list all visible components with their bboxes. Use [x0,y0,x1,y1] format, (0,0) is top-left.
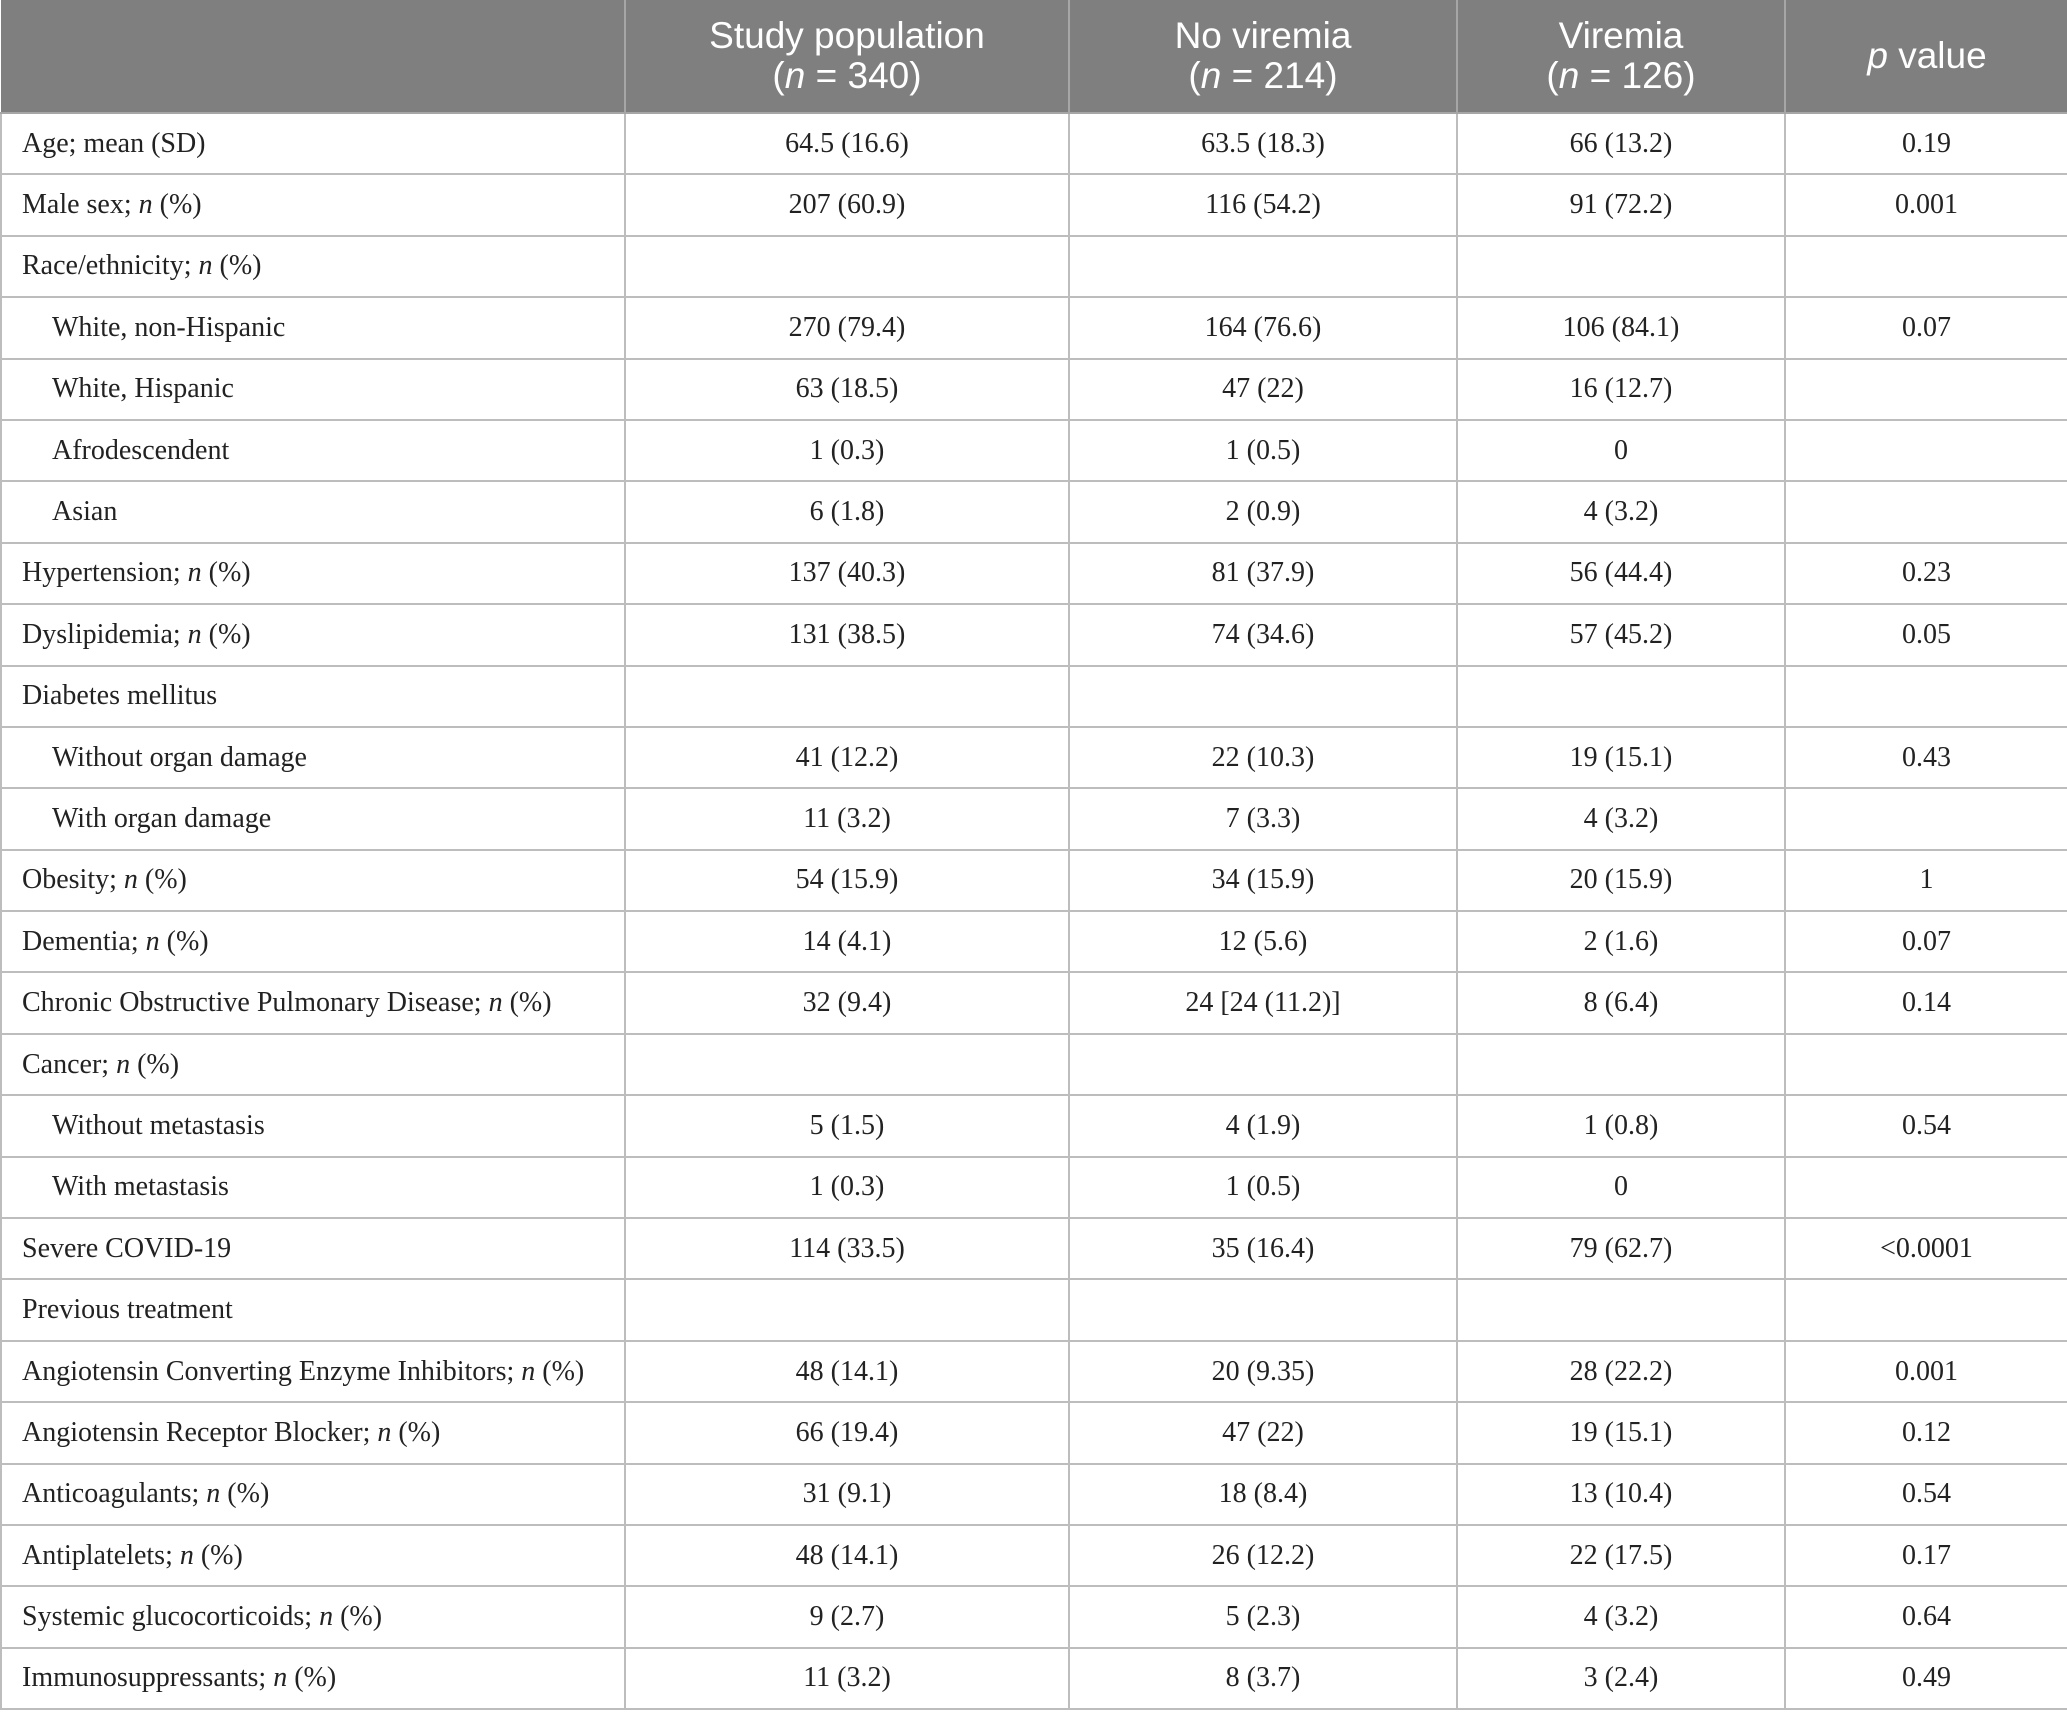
cell-study-population: 48 (14.1) [625,1525,1069,1586]
row-label-text: Angiotensin Receptor Blocker; [22,1416,378,1448]
italic-n: n [377,1416,392,1448]
row-label-suffix: (%) [159,925,209,957]
header-study-population [625,0,1069,113]
table-row [1,359,2067,420]
cell-study-population: 66 (19.4) [625,1402,1069,1463]
cell-study-population: 63 (18.5) [625,359,1069,420]
cell-study-population: 207 (60.9) [625,174,1069,235]
cell-study-population: 6 (1.8) [625,481,1069,542]
italic-n: n [145,925,160,957]
table-row [1,481,2067,542]
cell-no-viremia [1069,666,1457,727]
italic-n: n [198,250,213,282]
table-row [1,543,2067,604]
row-label-text: White, non-Hispanic [52,311,286,343]
cell-p-value: 0.14 [1785,972,2067,1033]
italic-n: n [187,557,202,589]
row-label [1,359,625,420]
cell-viremia: 4 (3.2) [1457,481,1785,542]
row-label-suffix: (%) [152,189,202,221]
cell-no-viremia: 47 (22) [1069,1402,1457,1463]
row-label-suffix: (%) [220,1478,270,1510]
cell-study-population: 131 (38.5) [625,604,1069,665]
row-label-text: Diabetes mellitus [22,680,218,712]
italic-n: n [123,864,138,896]
row-label [1,543,625,604]
cell-p-value: 0.49 [1785,1648,2067,1709]
cell-viremia: 0 [1457,1157,1785,1218]
row-label [1,788,625,849]
cell-study-population: 48 (14.1) [625,1341,1069,1402]
cell-p-value: 0.05 [1785,604,2067,665]
table-row [1,297,2067,358]
cell-study-population: 54 (15.9) [625,850,1069,911]
open-paren: ( [1188,55,1201,96]
cell-no-viremia: 81 (37.9) [1069,543,1457,604]
cell-no-viremia [1069,1279,1457,1340]
cell-p-value: 0.001 [1785,1341,2067,1402]
cell-study-population [625,1279,1069,1340]
cell-no-viremia: 164 (76.6) [1069,297,1457,358]
cell-p-value: 0.54 [1785,1095,2067,1156]
row-label-text: Race/ethnicity; [22,250,199,282]
row-label [1,1402,625,1463]
table-row [1,113,2067,174]
header-p-value [1785,0,2067,113]
row-label [1,1218,625,1279]
cell-p-value: 0.07 [1785,911,2067,972]
cell-study-population: 270 (79.4) [625,297,1069,358]
cell-no-viremia: 8 (3.7) [1069,1648,1457,1709]
cell-no-viremia: 1 (0.5) [1069,1157,1457,1218]
table-row [1,236,2067,297]
table-row [1,1525,2067,1586]
cell-no-viremia: 47 (22) [1069,359,1457,420]
row-label-suffix: (%) [391,1416,441,1448]
row-label-suffix: (%) [137,864,187,896]
row-label-text: Cancer; [22,1048,117,1080]
row-label-text: Anticoagulants; [22,1478,207,1510]
row-label-text: Asian [52,496,118,528]
italic-p: p [1867,35,1888,76]
cell-p-value: 0.43 [1785,727,2067,788]
table-row [1,1157,2067,1218]
cell-p-value: 0.19 [1785,113,2067,174]
cell-p-value: 0.07 [1785,297,2067,358]
cell-viremia: 66 (13.2) [1457,113,1785,174]
italic-n: n [319,1601,334,1633]
row-label-text: Previous treatment [22,1294,233,1326]
row-label-text: Without metastasis [52,1109,265,1141]
cell-p-value [1785,1157,2067,1218]
cell-study-population [625,1034,1069,1095]
cell-viremia: 4 (3.2) [1457,788,1785,849]
cell-no-viremia: 74 (34.6) [1069,604,1457,665]
table-row [1,1279,2067,1340]
row-label-suffix: (%) [535,1355,585,1387]
table-row [1,1464,2067,1525]
row-label [1,972,625,1033]
cell-viremia: 0 [1457,420,1785,481]
row-label [1,1464,625,1525]
italic-n: n [784,55,806,96]
cell-no-viremia: 34 (15.9) [1069,850,1457,911]
cell-p-value [1785,788,2067,849]
row-label-text: Hypertension; [22,557,188,589]
row-label-text: Male sex; [22,189,139,221]
cell-study-population: 31 (9.1) [625,1464,1069,1525]
italic-n: n [273,1662,288,1694]
cell-no-viremia: 26 (12.2) [1069,1525,1457,1586]
cell-no-viremia: 63.5 (18.3) [1069,113,1457,174]
row-label [1,236,625,297]
row-label-suffix: (%) [201,618,251,650]
row-label [1,1034,625,1095]
italic-n: n [206,1478,221,1510]
italic-n: n [521,1355,536,1387]
italic-n: n [179,1539,194,1571]
table-row [1,1095,2067,1156]
cell-viremia: 2 (1.6) [1457,911,1785,972]
cell-viremia: 20 (15.9) [1457,850,1785,911]
row-label-text: Dementia; [22,925,146,957]
header-study-population-title: Study population [709,15,985,56]
row-label-text: Severe COVID-19 [22,1232,232,1264]
row-label-text: With metastasis [52,1171,229,1203]
table-row [1,420,2067,481]
count-text: = 126) [1579,55,1696,96]
cell-p-value: 0.23 [1785,543,2067,604]
header-no-viremia [1069,0,1457,113]
cell-p-value [1785,359,2067,420]
table-row [1,604,2067,665]
row-label [1,481,625,542]
row-label-text: Chronic Obstructive Pulmonary Disease; [22,987,489,1019]
table-header [1,0,2067,113]
row-label [1,1095,625,1156]
cell-study-population: 9 (2.7) [625,1586,1069,1647]
cell-viremia: 13 (10.4) [1457,1464,1785,1525]
open-paren: ( [772,55,785,96]
row-label [1,1648,625,1709]
row-label [1,1279,625,1340]
row-label [1,850,625,911]
row-label-suffix: (%) [193,1539,243,1571]
row-label [1,113,625,174]
cell-study-population [625,666,1069,727]
table-row [1,1034,2067,1095]
row-label-text: Age; mean (SD) [22,127,206,159]
cell-study-population: 41 (12.2) [625,727,1069,788]
cell-study-population: 32 (9.4) [625,972,1069,1033]
row-label-suffix: (%) [212,250,262,282]
table-row [1,972,2067,1033]
cell-p-value [1785,1279,2067,1340]
cell-p-value: 1 [1785,850,2067,911]
header-viremia-title: Viremia [1558,15,1684,56]
row-label-suffix: (%) [333,1601,383,1633]
row-label [1,297,625,358]
row-label [1,1525,625,1586]
cell-viremia [1457,236,1785,297]
table-row [1,1218,2067,1279]
count-text: = 340) [805,55,922,96]
row-label-suffix: (%) [502,987,552,1019]
cell-p-value: 0.12 [1785,1402,2067,1463]
table-row [1,727,2067,788]
header-empty-cell [1,0,625,113]
row-label-text: Obesity; [22,864,124,896]
cell-viremia: 57 (45.2) [1457,604,1785,665]
p-value-text: value [1887,35,1987,76]
row-label [1,1341,625,1402]
row-label-text: Afrodescendent [52,434,230,466]
cell-viremia [1457,666,1785,727]
cell-viremia: 91 (72.2) [1457,174,1785,235]
row-label-text: White, Hispanic [52,373,234,405]
cell-viremia [1457,1034,1785,1095]
italic-n: n [116,1048,131,1080]
open-paren: ( [1546,55,1559,96]
cell-p-value: 0.64 [1785,1586,2067,1647]
cell-viremia: 4 (3.2) [1457,1586,1785,1647]
cell-viremia: 28 (22.2) [1457,1341,1785,1402]
cell-viremia: 3 (2.4) [1457,1648,1785,1709]
cell-viremia [1457,1279,1785,1340]
cell-p-value [1785,481,2067,542]
row-label [1,1586,625,1647]
cell-study-population: 1 (0.3) [625,1157,1069,1218]
cell-study-population [625,236,1069,297]
row-label [1,666,625,727]
table-row [1,666,2067,727]
italic-n: n [187,618,202,650]
cell-no-viremia: 12 (5.6) [1069,911,1457,972]
cell-p-value [1785,420,2067,481]
row-label [1,1157,625,1218]
cell-viremia: 56 (44.4) [1457,543,1785,604]
cell-viremia: 16 (12.7) [1457,359,1785,420]
cell-study-population: 11 (3.2) [625,1648,1069,1709]
cell-viremia: 106 (84.1) [1457,297,1785,358]
row-label-text: Without organ damage [52,741,307,773]
table-row [1,1341,2067,1402]
cell-study-population: 137 (40.3) [625,543,1069,604]
cell-study-population: 11 (3.2) [625,788,1069,849]
row-label [1,604,625,665]
table-row [1,1586,2067,1647]
cell-no-viremia: 20 (9.35) [1069,1341,1457,1402]
table-row [1,1648,2067,1709]
cell-no-viremia: 5 (2.3) [1069,1586,1457,1647]
table-row [1,911,2067,972]
cell-no-viremia: 1 (0.5) [1069,420,1457,481]
row-label [1,174,625,235]
cell-study-population: 14 (4.1) [625,911,1069,972]
cell-p-value: <0.0001 [1785,1218,2067,1279]
cell-no-viremia: 116 (54.2) [1069,174,1457,235]
cell-no-viremia: 18 (8.4) [1069,1464,1457,1525]
cell-viremia: 19 (15.1) [1457,1402,1785,1463]
cell-no-viremia: 24 [24 (11.2)] [1069,972,1457,1033]
header-no-viremia-count [1070,56,1456,96]
header-viremia [1457,0,1785,113]
cell-p-value [1785,236,2067,297]
cell-p-value [1785,1034,2067,1095]
cell-no-viremia [1069,1034,1457,1095]
cell-no-viremia: 7 (3.3) [1069,788,1457,849]
row-label-text: Immunosuppressants; [22,1662,274,1694]
cell-viremia: 8 (6.4) [1457,972,1785,1033]
header-study-population-count [626,56,1068,96]
cell-study-population: 64.5 (16.6) [625,113,1069,174]
cell-study-population: 114 (33.5) [625,1218,1069,1279]
row-label-text: Dyslipidemia; [22,618,188,650]
cell-p-value: 0.54 [1785,1464,2067,1525]
row-label [1,911,625,972]
italic-n: n [138,189,153,221]
cell-viremia: 79 (62.7) [1457,1218,1785,1279]
cell-no-viremia: 2 (0.9) [1069,481,1457,542]
cell-no-viremia: 35 (16.4) [1069,1218,1457,1279]
cell-p-value: 0.17 [1785,1525,2067,1586]
table-row [1,174,2067,235]
cell-study-population: 1 (0.3) [625,420,1069,481]
cell-viremia: 1 (0.8) [1457,1095,1785,1156]
row-label-text: Systemic glucocorticoids; [22,1601,320,1633]
table-row [1,788,2067,849]
cell-study-population: 5 (1.5) [625,1095,1069,1156]
italic-n: n [1200,55,1222,96]
header-row [1,0,2067,113]
cell-no-viremia [1069,236,1457,297]
header-no-viremia-title: No viremia [1174,15,1352,56]
cell-viremia: 19 (15.1) [1457,727,1785,788]
row-label-suffix: (%) [287,1662,337,1694]
row-label [1,727,625,788]
italic-n: n [488,987,503,1019]
row-label-suffix: (%) [130,1048,180,1080]
header-viremia-count [1458,56,1784,96]
table-row [1,850,2067,911]
row-label [1,420,625,481]
cell-no-viremia: 22 (10.3) [1069,727,1457,788]
row-label-text: Antiplatelets; [22,1539,180,1571]
cell-p-value: 0.001 [1785,174,2067,235]
row-label-text: Angiotensin Converting Enzyme Inhibitors; [22,1355,522,1387]
italic-n: n [1558,55,1580,96]
count-text: = 214) [1221,55,1338,96]
table-row [1,1402,2067,1463]
row-label-suffix: (%) [201,557,251,589]
cell-no-viremia: 4 (1.9) [1069,1095,1457,1156]
row-label-text: With organ damage [52,802,272,834]
table-body [1,113,2067,1709]
cell-p-value [1785,666,2067,727]
cell-viremia: 22 (17.5) [1457,1525,1785,1586]
